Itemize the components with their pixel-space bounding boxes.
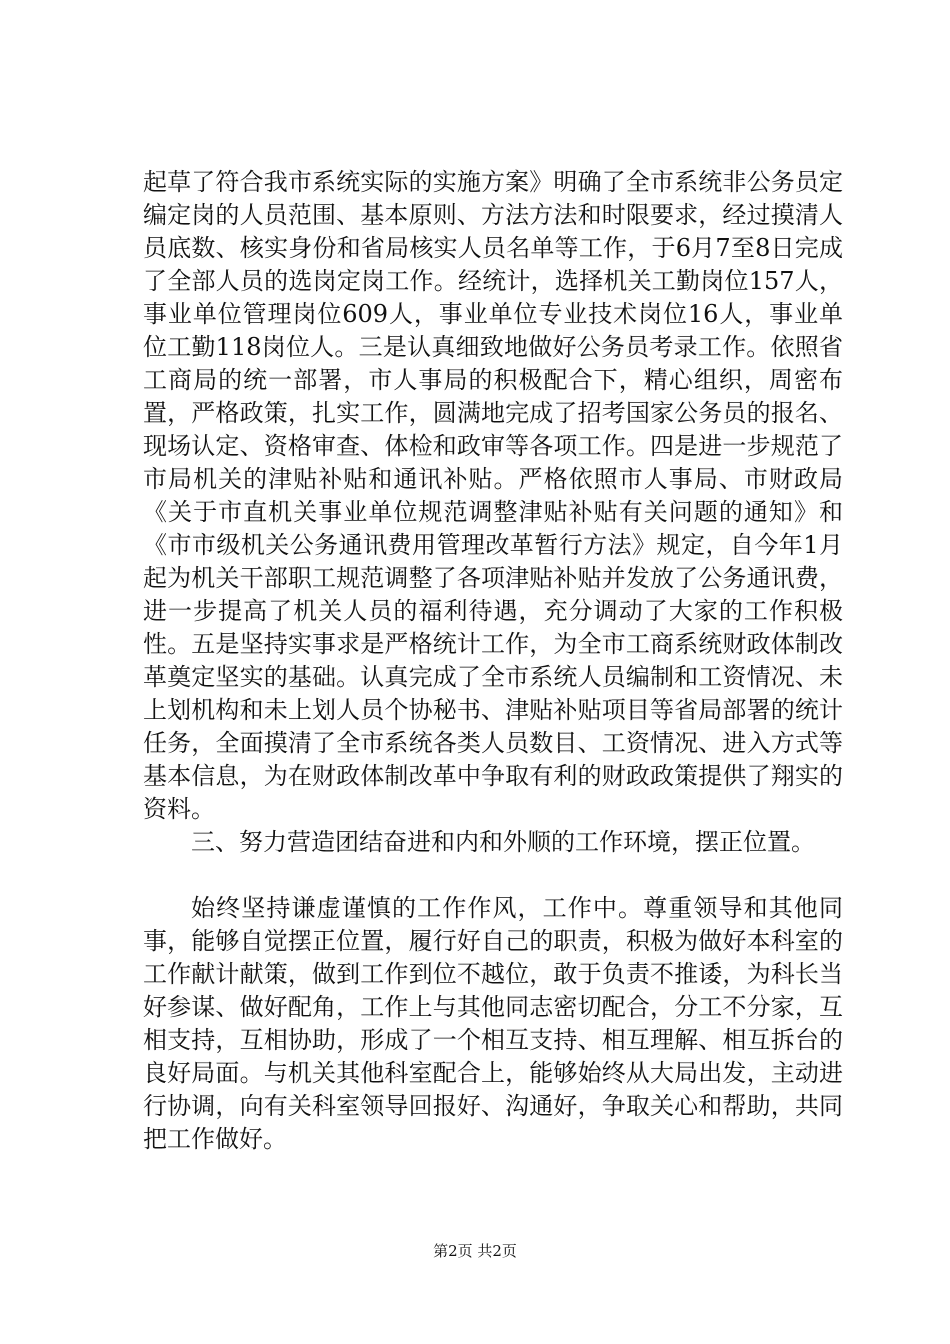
paragraph-gap: [143, 859, 843, 892]
paragraph: 始终坚持谦虚谨慎的工作作风，工作中。尊重领导和其他同事，能够自觉摆正位置，履行好自己的职责，积极为做好本科室的工作献计献策，做到工作到位不越位，敢于负责不推诿，为科长当好参谋、做好配角，工作上与其他同志密切配合，分工不分家，互相支持，互相协助，形成了一个相互支持、相互理解、相互拆台的良好局面。与机关其他科室配合上，能够始终从大局出发，主动进行协调，向有关科室领导回报好、沟通好，争取关心和帮助，共同把工作做好。: [143, 894, 843, 1153]
page-number-footer: 第2页 共2页: [433, 1242, 517, 1260]
document-body: [143, 166, 843, 1156]
section-heading: 三、努力营造团结奋进和内和外顺的工作环境，摆正位置。: [191, 828, 815, 856]
paragraph-continuation: 起草了符合我市系统实际的实施方案》明确了全市系统非公务员定编定岗的人员范围、基本原则、方法方法和时限要求，经过摸清人员底数、核实身份和省局核实人员名单等工作，于6月7至8日完成了全部人员的选岗定岗工作。经统计，选择机关工勤岗位157人，事业单位管理岗位609人，事业单位专业技术岗位16人，事业单位工勤118岗位人。三是认真细致地做好公务员考录工作。依照省工商局的统一部署，市人事局的积极配合下，精心组织，周密布置，严格政策，扎实工作，圆满地完成了招考国家公务员的报名、现场认定、资格审查、体检和政审等各项工作。四是进一步规范了市局机关的津贴补贴和通讯补贴。严格依照市人事局、市财政局《关于市直机关事业单位规范调整津贴补贴有关问题的通知》和《市市级机关公务通讯费用管理改革暂行方法》规定，自今年1月起为机关干部职工规范调整了各项津贴补贴并发放了公务通讯费，进一步提高了机关人员的福利待遇，充分调动了大家的工作积极性。五是坚持实事求是严格统计工作，为全市工商系统财政体制改革奠定坚实的基础。认真完成了全市系统人员编制和工资情况、未上划机构和未上划人员个协秘书、津贴补贴项目等省局部署的统计任务，全面摸清了全市系统各类人员数目、工资情况、进入方式等基本信息，为在财政体制改革中争取有利的财政政策提供了翔实的资料。: [143, 168, 843, 823]
